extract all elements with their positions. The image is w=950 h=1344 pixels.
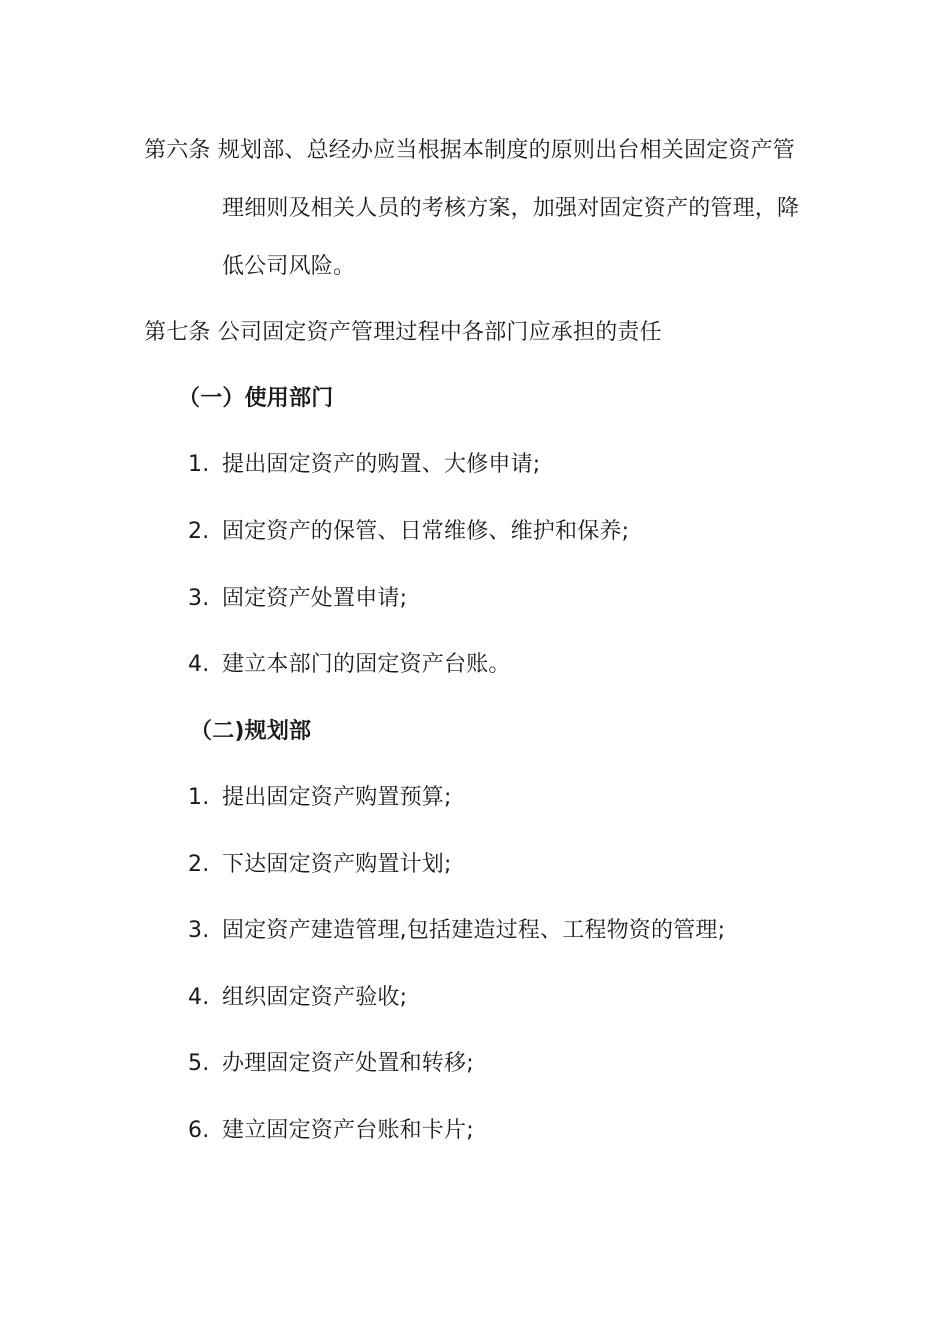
list-item-number: 4.: [188, 985, 210, 1010]
list-item: [188, 1049, 474, 1079]
list-item-text: 办理固定资产处置和转移;: [222, 1051, 474, 1076]
list-item-text: 下达固定资产购置计划;: [222, 852, 452, 877]
list-item-number: 3.: [188, 586, 210, 611]
list-item-text: 提出固定资产的购置、大修申请;: [222, 452, 541, 477]
list-item: [188, 584, 407, 614]
list-item-number: 2.: [188, 852, 210, 877]
list-item-text: 建立固定资产台账和卡片;: [222, 1118, 474, 1143]
list-item-number: 6.: [188, 1118, 210, 1143]
article-6-line-2: 理细则及相关人员的考核方案，加强对固定资产的管理，降: [222, 196, 800, 221]
list-item-number: 1.: [188, 452, 210, 477]
list-item: [188, 983, 407, 1013]
list-item: [188, 450, 540, 480]
list-item-number: 4.: [188, 652, 210, 677]
section-2-heading: （二)规划部: [190, 719, 312, 744]
article-6-line-1: 第六条 规划部、总经办应当根据本制度的原则出台相关固定资产管: [144, 138, 795, 163]
list-item-text: 组织固定资产验收;: [222, 985, 408, 1010]
article-7-title: 第七条 公司固定资产管理过程中各部门应承担的责任: [144, 320, 662, 345]
list-item-text: 建立本部门的固定资产台账。: [222, 652, 511, 677]
list-item-number: 2.: [188, 519, 210, 544]
list-item: [188, 517, 629, 547]
section-1-heading: （一）使用部门: [178, 386, 334, 411]
list-item: [188, 783, 452, 813]
list-item: [188, 916, 725, 946]
list-item-text: 固定资产处置申请;: [222, 586, 408, 611]
list-item-number: 3.: [188, 918, 210, 943]
list-item: [188, 850, 452, 880]
list-item-text: 提出固定资产购置预算;: [222, 785, 452, 810]
list-item: [188, 1116, 474, 1146]
list-item-text: 固定资产建造管理,包括建造过程、工程物资的管理;: [222, 918, 726, 943]
list-item-number: 5.: [188, 1051, 210, 1076]
article-6-line-3: 低公司风险。: [222, 254, 356, 279]
list-item-text: 固定资产的保管、日常维修、维护和保养;: [222, 519, 630, 544]
list-item-number: 1.: [188, 785, 210, 810]
list-item: [188, 650, 511, 680]
